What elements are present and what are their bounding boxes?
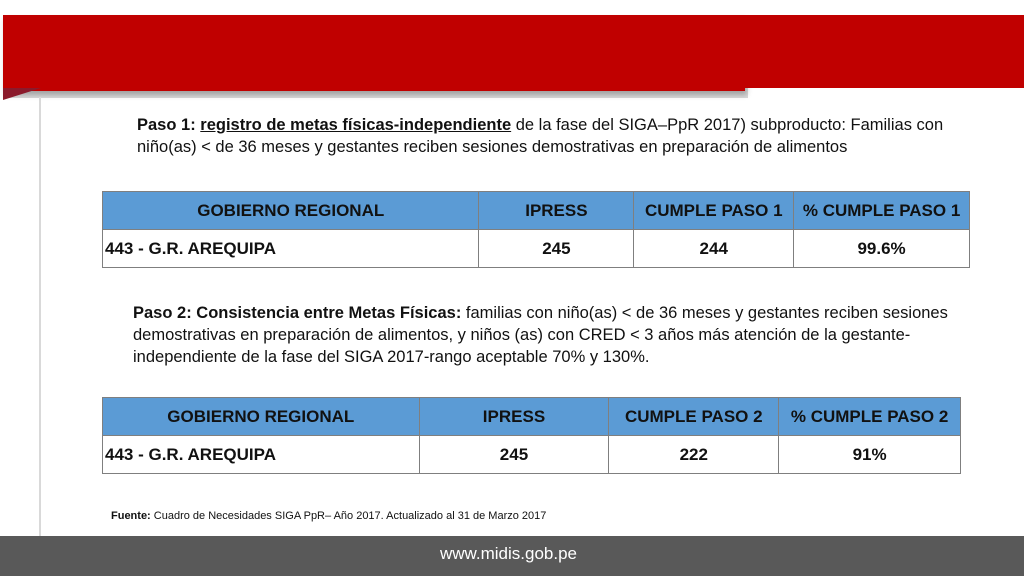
step2-paragraph: [133, 302, 963, 368]
step1-paragraph: [137, 114, 957, 158]
source-label: Fuente:: [111, 510, 151, 522]
cell-ipress: 245: [419, 436, 609, 474]
cell-porcentaje-cumple: 91%: [779, 436, 961, 474]
footer-bar: [0, 536, 1024, 576]
table-header-row: [103, 192, 970, 230]
cell-gobierno-regional: 443 - G.R. AREQUIPA: [103, 230, 479, 268]
table-row: [103, 230, 970, 268]
table-row: [103, 436, 961, 474]
cell-cumple-paso: 244: [634, 230, 794, 268]
header-ipress: IPRESS: [479, 192, 634, 230]
source-note: [111, 510, 546, 522]
step2-table: [102, 397, 961, 474]
step2-label: Paso 2:: [133, 304, 192, 322]
banner-fold: [3, 88, 41, 100]
step1-label: Paso 1:: [137, 116, 196, 134]
left-divider: [39, 97, 41, 537]
step1-text: de la fase del SIGA–PpR 2017) subproducto: Familias con niño(as) < de 36 meses y gestantes reciben sesiones demostrativas en preparación de alimentos: [137, 116, 944, 156]
header-porcentaje-cumple: % CUMPLE PASO 2: [779, 398, 961, 436]
title-banner: [3, 15, 745, 91]
cell-cumple-paso: 222: [609, 436, 779, 474]
step2-text: familias con niño(as) < de 36 meses y gestantes reciben sesiones demostrativas en preparación de alimentos, y niños (as) con CRED < 3 años más atención de la gestante-independiente de la fase del SIGA 2017-rango aceptable 70% y 130%.: [133, 304, 948, 366]
cell-porcentaje-cumple: 99.6%: [794, 230, 970, 268]
header-cumple-paso: CUMPLE PASO 1: [634, 192, 794, 230]
header-ipress: IPRESS: [419, 398, 609, 436]
cell-ipress: 245: [479, 230, 634, 268]
cell-gobierno-regional: 443 - G.R. AREQUIPA: [103, 436, 420, 474]
step2-title: Consistencia entre Metas Físicas:: [196, 304, 462, 322]
table-header-row: [103, 398, 961, 436]
header-cumple-paso: CUMPLE PASO 2: [609, 398, 779, 436]
header-porcentaje-cumple: % CUMPLE PASO 1: [794, 192, 970, 230]
title-banner-extension: [745, 15, 1024, 88]
header-gobierno-regional: GOBIERNO REGIONAL: [103, 398, 420, 436]
step1-table: [102, 191, 970, 268]
footer-url-link[interactable]: www.midis.gob.pe: [440, 544, 578, 563]
source-text: Cuadro de Necesidades SIGA PpR– Año 2017. Actualizado al 31 de Marzo 2017: [150, 510, 547, 522]
header-gobierno-regional: GOBIERNO REGIONAL: [103, 192, 479, 230]
step1-title: registro de metas físicas-independiente: [200, 116, 512, 134]
